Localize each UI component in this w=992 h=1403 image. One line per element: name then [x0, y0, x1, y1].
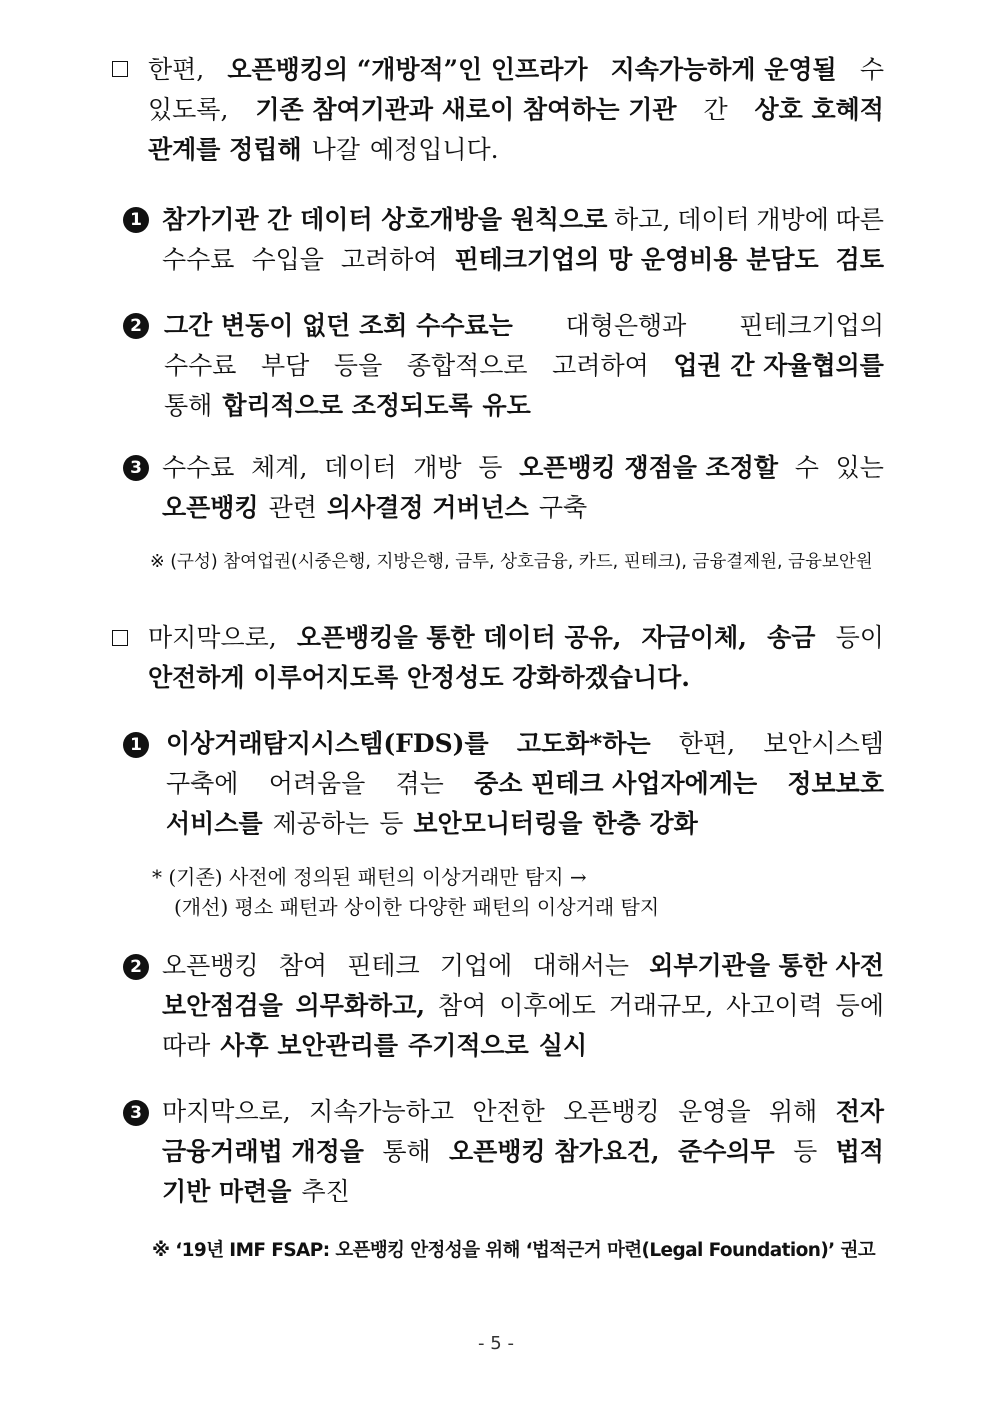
item-line: 이상거래탐지시스템(FDS)를 고도화*하는 한편, 보안시스템: [166, 729, 884, 758]
number-3-icon: 3: [123, 1100, 149, 1126]
item-line: 참가기관 간 데이터 상호개방을 원칙으로 하고, 데이터 개방에 따른: [162, 205, 884, 234]
checkbox-bullet-icon: [112, 630, 128, 646]
composition-note: ※ (구성) 참여업권(시중은행, 지방은행, 금투, 상호금융, 카드, 핀테크), 금융결제원, 금융보안원: [150, 552, 873, 572]
item-line: 오픈뱅킹 참여 핀테크 기업에 대해서는 외부기관을 통한 사전: [162, 951, 884, 980]
imf-recommendation-note: ※ ‘19년 IMF FSAP: 오픈뱅킹 안정성을 위해 ‘법적근거 마련(Legal Foundation)’ 권고: [152, 1240, 875, 1261]
number-2-icon: 2: [123, 954, 149, 980]
number-1-icon: 1: [123, 732, 149, 758]
item-line: 수수료 부담 등을 종합적으로 고려하여 업권 간 자율협의를: [164, 351, 884, 380]
paragraph-line: 한편, 오픈뱅킹의 “개방적”인 인프라가 지속가능하게 운영될 수: [148, 55, 884, 84]
checkbox-bullet-icon: [112, 61, 128, 77]
item-line: 오픈뱅킹 관련 의사결정 거버넌스 구축: [162, 493, 588, 522]
item-line: 금융거래법 개정을 통해 오픈뱅킹 참가요건, 준수의무 등 법적: [162, 1137, 884, 1166]
number-1-icon: 1: [123, 207, 149, 233]
item-line: 기반 마련을 추진: [162, 1177, 350, 1206]
item-line: 마지막으로, 지속가능하고 안전한 오픈뱅킹 운영을 위해 전자: [162, 1097, 884, 1126]
page-number: - 5 -: [478, 1333, 514, 1354]
number-3-icon: 3: [123, 455, 149, 481]
item-line: 구축에 어려움을 겪는 중소 핀테크 사업자에게는 정보보호: [166, 769, 884, 798]
paragraph-line: 안전하게 이루어지도록 안정성도 강화하겠습니다.: [148, 663, 690, 692]
item-line: 따라 사후 보안관리를 주기적으로 실시: [162, 1031, 588, 1060]
item-line: 수수료 수입을 고려하여 핀테크기업의 망 운영비용 분담도 검토: [162, 245, 884, 274]
item-line: 수수료 체계, 데이터 개방 등 오픈뱅킹 쟁점을 조정할 수 있는: [162, 453, 884, 482]
footnote-line: (개선) 평소 패턴과 상이한 다양한 패턴의 이상거래 탐지: [174, 895, 660, 919]
item-line: 보안점검을 의무화하고, 참여 이후에도 거래규모, 사고이력 등에: [162, 991, 884, 1020]
number-2-icon: 2: [123, 313, 149, 339]
item-line: 그간 변동이 없던 조회 수수료는 대형은행과 핀테크기업의: [164, 311, 884, 340]
item-line: 통해 합리적으로 조정되도록 유도: [164, 391, 531, 420]
paragraph-line: 있도록, 기존 참여기관과 새로이 참여하는 기관 간 상호 호혜적: [148, 95, 884, 124]
item-line: 서비스를 제공하는 등 보안모니터링을 한층 강화: [166, 809, 698, 838]
footnote-line: * (기존) 사전에 정의된 패턴의 이상거래만 탐지 →: [152, 865, 587, 889]
paragraph-line: 관계를 정립해 나갈 예정입니다.: [148, 135, 499, 164]
paragraph-line: 마지막으로, 오픈뱅킹을 통한 데이터 공유, 자금이체, 송금 등이: [148, 623, 884, 652]
